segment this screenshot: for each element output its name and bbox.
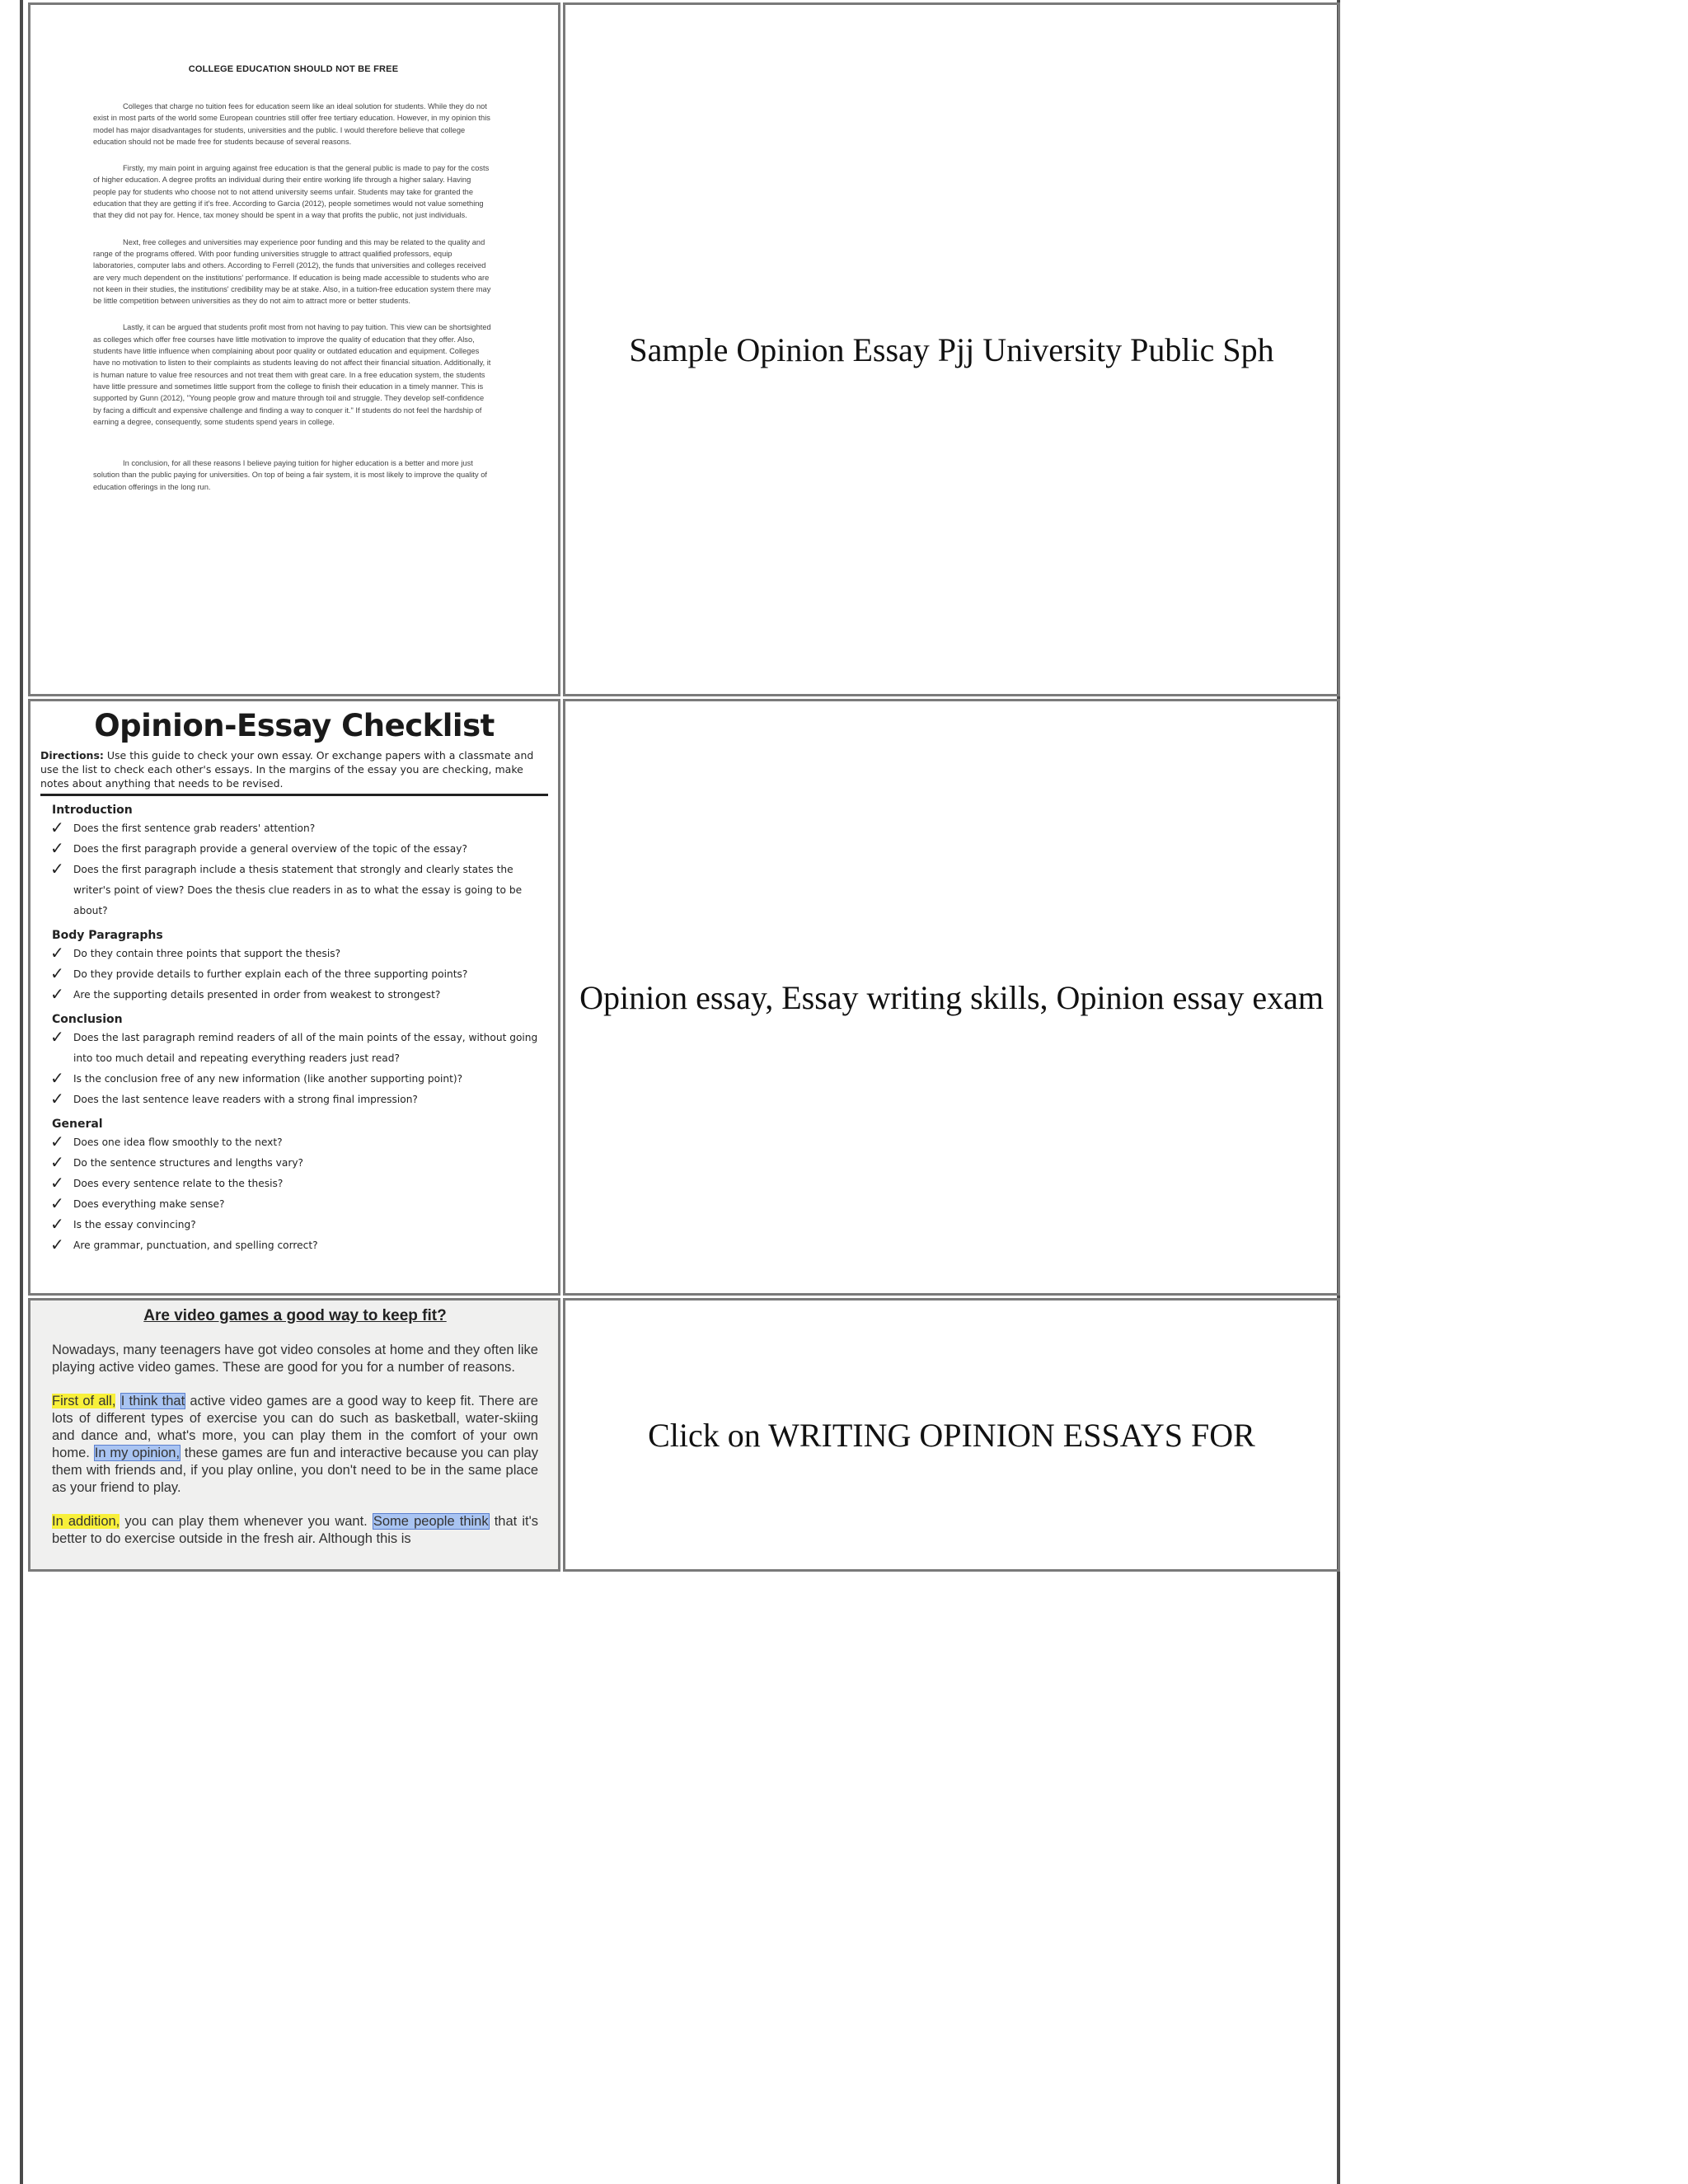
highlight-yellow: First of all, — [52, 1394, 116, 1408]
checklist-item — [50, 1215, 548, 1235]
checkmark-icon: ✓ — [50, 984, 64, 1004]
checklist-item — [50, 1069, 548, 1090]
checklist-item-text: Do the sentence structures and lengths vary? — [73, 1157, 304, 1169]
essay-paragraph: Next, free colleges and universities may experience poor funding and this may be related to the quality and range of the programs offered. With poor funding universities struggle to attract qualified professors, equip laboratories, computer labs and others. According to Ferrell (2012), the funds that universities and colleges received are very much dependent on the institutions' performance. If education is being made accessible to students who are not keen in their studies, the institutions' credibility may be at stake. Also, in a tuition-free education system there may be little competition between universities as they do not aim to attract more or better students. — [93, 237, 491, 306]
checklist-section-heading: Introduction — [52, 804, 133, 817]
checklist-item — [50, 985, 548, 1005]
highlight-blue: In my opinion, — [94, 1446, 181, 1460]
checklist-item-text: Does the first paragraph provide a general overview of the topic of the essay? — [73, 843, 467, 855]
checklist-item-text: Do they provide details to further explain each of the three supporting points? — [73, 968, 468, 980]
checkmark-icon: ✓ — [50, 1089, 64, 1108]
gallery-row — [28, 699, 1340, 1296]
checkmark-icon: ✓ — [50, 1027, 64, 1047]
checklist-item — [50, 1028, 548, 1069]
image-gallery-table — [26, 0, 1343, 1574]
checklist-item — [50, 839, 548, 860]
video-games-thumbnail[interactable] — [30, 1301, 558, 1569]
video-games-paragraph — [52, 1513, 538, 1548]
directions-label: Directions: — [40, 749, 104, 762]
caption-cell — [563, 2, 1340, 696]
paragraph-text: you can play them whenever you want. — [120, 1514, 373, 1529]
checkmark-icon: ✓ — [50, 1193, 64, 1213]
checklist-section-heading: Conclusion — [52, 1013, 123, 1026]
checkmark-icon: ✓ — [50, 1068, 64, 1088]
checklist-item-text: Does the first paragraph include a thesis statement that strongly and clearly states the writer's point of view? Does the thesis clue readers in as to what the essay is going to be about? — [73, 864, 523, 916]
caption-text: Click on WRITING OPINION ESSAYS FOR — [648, 1416, 1255, 1454]
checklist-item-text: Does everything make sense? — [73, 1198, 225, 1210]
paragraph-text: these games are fun and interactive because you can play them with friends and, if you play online, you don't need to be in the same place as your friend to play. — [52, 1446, 538, 1495]
paragraph-text: that it's better to do exercise outside in the fresh air. Although this is — [52, 1514, 538, 1546]
directions-text: Use this guide to check your own essay. Or exchange papers with a classmate and use the list to check each other's essays. In the margins of the essay you are checking, make notes about anything that needs to be revised. — [40, 749, 534, 790]
checklist-item — [50, 818, 548, 839]
caption-cell — [563, 699, 1340, 1296]
checkmark-icon: ✓ — [50, 1235, 64, 1254]
video-games-title: Are video games a good way to keep fit? — [143, 1307, 447, 1324]
checklist-thumbnail[interactable] — [30, 701, 558, 1293]
checklist-item-text: Does the last paragraph remind readers of all of the main points of the essay, without going into too much detail and repeating everything readers just read? — [73, 1032, 538, 1064]
checklist-sections — [40, 804, 548, 1256]
thumbnail-cell[interactable] — [28, 1298, 560, 1572]
essay-title: COLLEGE EDUCATION SHOULD NOT BE FREE — [188, 64, 399, 74]
paragraph-text: active video games are a good way to keep fit. There are lots of different types of exercise you can do such as basketball, water-skiing and dance and, what's more, you can play them in the comfort of your own home. — [52, 1394, 538, 1460]
checklist-item — [50, 964, 548, 985]
checkmark-icon: ✓ — [50, 818, 64, 837]
checklist-title: Opinion-Essay Checklist — [94, 708, 495, 743]
checklist-item-text: Does the first sentence grab readers' attention? — [73, 823, 316, 834]
checklist-item-text: Are the supporting details presented in order from weakest to strongest? — [73, 989, 441, 1001]
checklist-item-text: Is the conclusion free of any new information (like another supporting point)? — [73, 1073, 463, 1085]
checklist-item — [50, 1153, 548, 1174]
caption-text: Opinion essay, Essay writing skills, Opinion essay exam — [579, 978, 1324, 1016]
checklist-section-heading: General — [52, 1118, 103, 1131]
checklist-item-text: Does the last sentence leave readers with a strong final impression? — [73, 1094, 418, 1105]
checkmark-icon: ✓ — [50, 1152, 64, 1172]
checklist-item — [50, 860, 548, 921]
checklist-item-text: Is the essay convincing? — [73, 1219, 196, 1230]
checkmark-icon: ✓ — [50, 859, 64, 879]
checklist-item-text: Do they contain three points that support the thesis? — [73, 948, 341, 959]
checkmark-icon: ✓ — [50, 943, 64, 963]
checklist-section-heading: Body Paragraphs — [52, 929, 163, 942]
video-games-paragraph — [52, 1393, 538, 1497]
checklist-item-text: Are grammar, punctuation, and spelling correct? — [73, 1240, 318, 1251]
caption-cell — [563, 1298, 1340, 1572]
checkmark-icon: ✓ — [50, 838, 64, 858]
checkmark-icon: ✓ — [50, 1132, 64, 1151]
highlight-blue: Some people think — [373, 1514, 489, 1529]
video-games-paragraph: Nowadays, many teenagers have got video consoles at home and they often like playing active video games. These are good for you for a number of reasons. — [52, 1343, 538, 1375]
checklist-item — [50, 944, 548, 964]
essay-paragraph: In conclusion, for all these reasons I believe paying tuition for higher education is a better and more just solution than the public paying for universities. On top of being a fair system, it is most likely to improve the quality of education offerings in the long run. — [93, 459, 487, 491]
checklist-item-text: Does every sentence relate to the thesis? — [73, 1178, 284, 1189]
checkmark-icon: ✓ — [50, 963, 64, 983]
checklist-item — [50, 1132, 548, 1153]
checklist-item — [50, 1174, 548, 1194]
checklist-item-text: Does one idea flow smoothly to the next? — [73, 1137, 283, 1148]
gallery-row — [28, 2, 1340, 696]
checklist-directions — [40, 748, 548, 796]
highlight-blue: I think that — [120, 1394, 185, 1408]
essay-paragraph: Lastly, it can be argued that students profit most from not having to pay tuition. This view can be shortsighted as colleges which offer free courses have little motivation to improve the quality of education that they offer. Also, students have little influence when complaining about poor quality or outdated education and equipment. Colleges have no motivation to listen to their complaints as students leaving do not affect their financial situation. Additionally, it is human nature to value free resources and not treat them with great care. In a free education system, the students have little pressure and sometimes little support from the college to finish their education in a timely manner. This is supported by Gunn (2012), "Young people grow and mature through toil and struggle. They develop self-confidence by facing a difficult and expensive challenge and finding a way to conquer it." If students do not feel the hardship of earning a degree, consequently, some students spend years in college. — [93, 323, 491, 426]
checklist-item — [50, 1235, 548, 1256]
caption-text: Sample Opinion Essay Pjj University Public Sph — [629, 330, 1274, 368]
checklist-item — [50, 1090, 548, 1110]
checkmark-icon: ✓ — [50, 1173, 64, 1193]
essay-thumbnail[interactable] — [30, 5, 558, 694]
essay-paragraph: Colleges that charge no tuition fees for education seem like an ideal solution for students. While they do not exist in most parts of the world some European countries still offer free tertiary education. However, in my opinion this model has major disadvantages for students, universities and the public. I would therefore believe that college education should not be made free for students because of several reasons. — [93, 102, 490, 146]
checklist-item — [50, 1194, 548, 1215]
highlight-yellow: In addition, — [52, 1514, 120, 1529]
checkmark-icon: ✓ — [50, 1214, 64, 1234]
gallery-row — [28, 1298, 1340, 1572]
thumbnail-cell[interactable] — [28, 2, 560, 696]
essay-paragraph: Firstly, my main point in arguing against free education is that the general public is made to pay for the costs of higher education. A degree profits an individual during their entire working life through a higher salary. Having people pay for students who choose not to not attend university seems unfair. Students may take for granted the education that they are getting if it's free. According to Garcia (2012), people sometimes would not value something that they did not pay for. Hence, tax money should be spent in a way that profits the public, not just individuals. — [93, 164, 490, 220]
thumbnail-cell[interactable] — [28, 699, 560, 1296]
